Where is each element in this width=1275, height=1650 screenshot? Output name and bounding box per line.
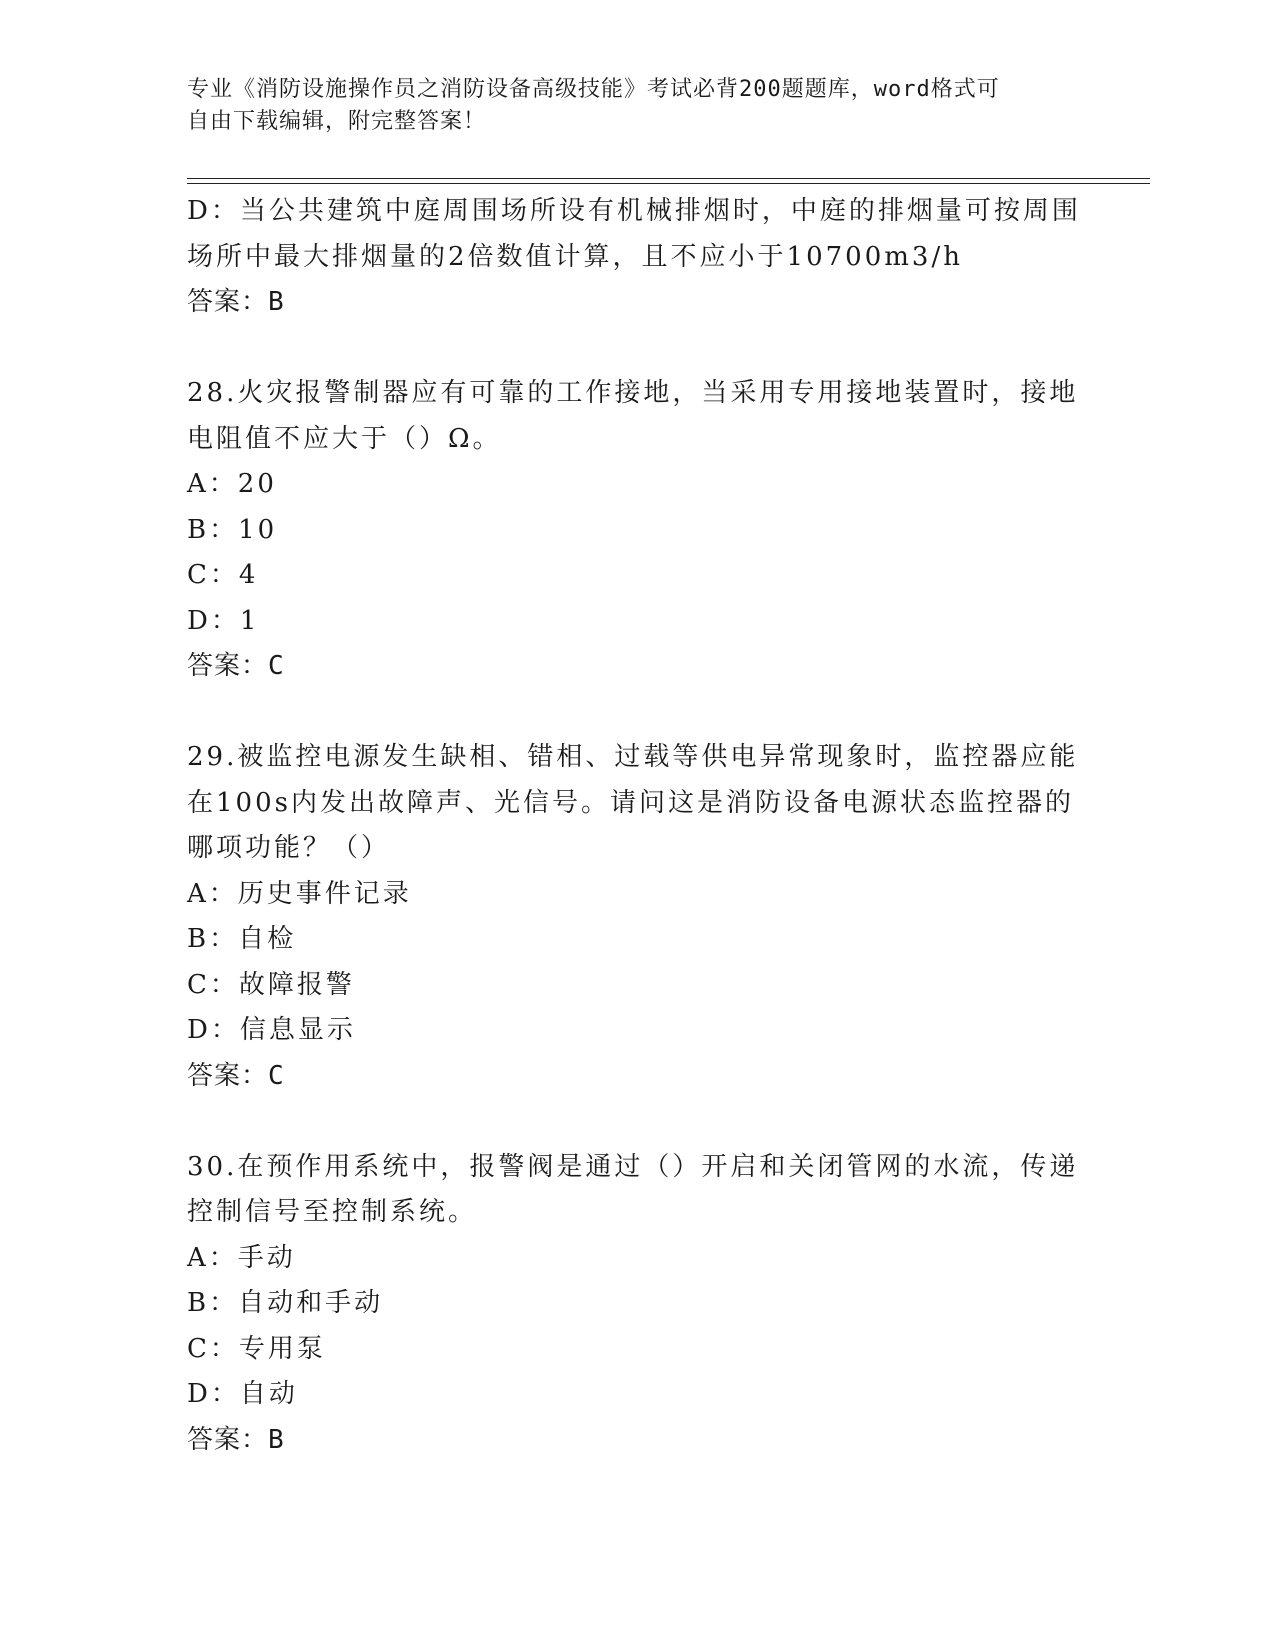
option-d: D：自动 <box>187 1379 298 1409</box>
question-30 <box>187 1145 1087 1464</box>
question-stem-line: 在100s内发出故障声、光信号。请问这是消防设备电源状态监控器的 <box>187 787 1074 818</box>
spacer <box>187 1099 1087 1145</box>
option-b: B：10 <box>187 514 278 545</box>
answer-line: 答案：C <box>187 1060 285 1091</box>
question-stem-line: 30.在预作用系统中，报警阀是通过（）开启和关闭管网的水流，传递 <box>187 1151 1079 1182</box>
question-stem-line: 29.被监控电源发生缺相、错相、过载等供电异常现象时，监控器应能 <box>187 742 1079 772</box>
option-a: A：手动 <box>187 1242 296 1273</box>
previous-question-fragment <box>187 189 1087 326</box>
spacer <box>187 326 1087 372</box>
page-header <box>187 74 1067 138</box>
question-28 <box>187 371 1087 690</box>
header-divider-top <box>187 178 1150 179</box>
answer-line: 答案：C <box>187 651 285 681</box>
option-d-line-1: D：当公共建筑中庭周围场所设有机械排烟时，中庭的排烟量可按周围 <box>187 196 1081 226</box>
option-c: C：专用泵 <box>187 1333 326 1364</box>
header-line-2: 自由下载编辑，附完整答案！ <box>187 109 487 134</box>
option-b: B：自检 <box>187 924 297 954</box>
question-stem-line: 控制信号至控制系统。 <box>187 1197 478 1227</box>
option-d: D：1 <box>187 605 260 636</box>
question-stem-line: 电阻值不应大于（）Ω。 <box>187 423 502 454</box>
option-d: D：信息显示 <box>187 1015 356 1045</box>
header-divider-bottom <box>187 183 1150 184</box>
answer-line: 答案：B <box>187 1424 285 1455</box>
spacer <box>187 690 1087 736</box>
question-stem-line: 28.火灾报警制器应有可靠的工作接地，当采用专用接地装置时，接地 <box>187 378 1079 408</box>
option-b: B：自动和手动 <box>187 1288 384 1318</box>
document-body <box>187 189 1087 1463</box>
header-line-1: 专业《消防设施操作员之消防设备高级技能》考试必背200题题库，word格式可 <box>187 77 1000 102</box>
option-d-line-2: 场所中最大排烟量的2倍数值计算，且不应小于10700m3/h <box>187 241 963 272</box>
option-a: A：历史事件记录 <box>187 878 412 909</box>
option-c: C：4 <box>187 560 259 590</box>
option-c: C：故障报警 <box>187 969 355 1000</box>
question-29 <box>187 735 1087 1099</box>
answer-line: 答案：B <box>187 287 285 317</box>
question-stem-line: 哪项功能？（） <box>187 833 391 863</box>
option-a: A：20 <box>187 469 277 499</box>
